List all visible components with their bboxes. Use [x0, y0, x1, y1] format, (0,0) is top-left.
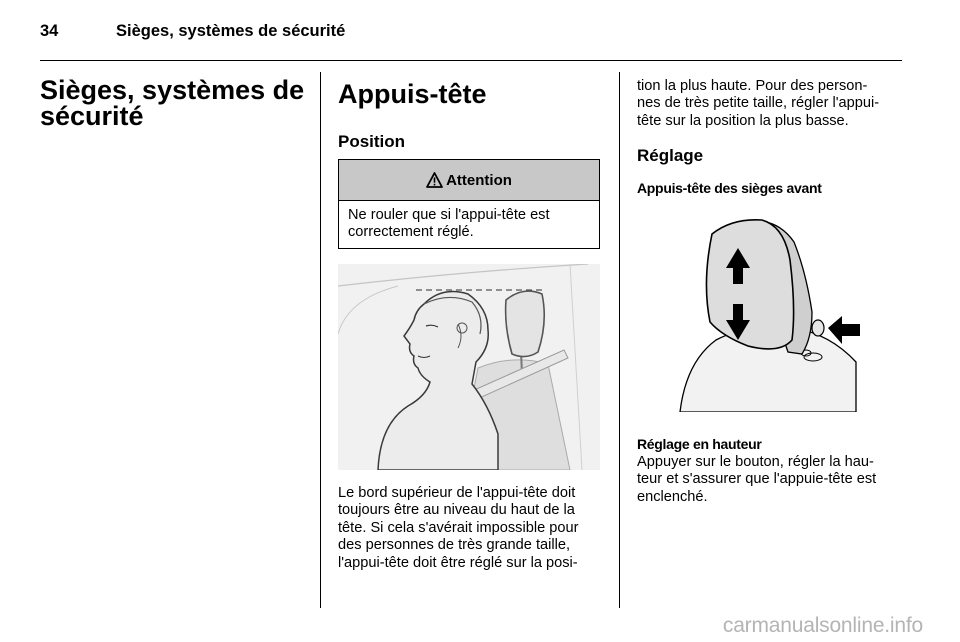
caption-text: [637, 454, 912, 506]
page-number: 34: [40, 22, 59, 40]
warning-header: [339, 160, 599, 201]
chapter-title-line1: Sièges, systèmes de: [40, 75, 305, 105]
warning-triangle-icon: [426, 172, 443, 188]
paragraph-line: enclenché.: [637, 488, 708, 505]
continued-paragraph: [637, 78, 912, 130]
running-header: Sièges, systèmes de sécurité: [116, 22, 346, 40]
paragraph-line: tion la plus haute. Pour des person-: [637, 78, 868, 94]
chapter-title: [40, 77, 310, 129]
paragraph-line: nes de très petite taille, régler l'appui-: [637, 95, 880, 112]
warning-box: [338, 159, 600, 249]
headrest-adjustment-illustration: [676, 212, 866, 412]
paragraph-line: Appuyer sur le bouton, régler la hau-: [637, 454, 874, 470]
header-rule: [40, 60, 902, 61]
position-paragraph: [338, 485, 610, 572]
paragraph-line: tête. Si cela s'avérait impossible pour: [338, 519, 579, 536]
warning-text-line: correctement réglé.: [348, 224, 474, 241]
warning-text-line: Ne rouler que si l'appui-tête est: [348, 207, 550, 223]
headrest-position-illustration: [338, 264, 600, 470]
paragraph-line: teur et s'assurer que l'appuie-tête est: [637, 471, 877, 488]
chapter-title-line2: sécurité: [40, 101, 144, 131]
column-divider-right: [619, 72, 620, 608]
front-headrest-subheading: Appuis-tête des sièges avant: [637, 180, 822, 196]
warning-title: Attention: [446, 171, 512, 189]
footer-watermark: carmanualsonline.info: [722, 614, 923, 637]
adjustment-heading: Réglage: [637, 146, 704, 165]
column-divider-left: [320, 72, 321, 608]
paragraph-line: l'appui-tête doit être réglé sur la posi-: [338, 554, 578, 571]
paragraph-line: tête sur la position la plus basse.: [637, 112, 849, 129]
section-heading: Appuis-tête: [338, 79, 487, 109]
paragraph-line: des personnes de très grande taille,: [338, 537, 571, 554]
paragraph-line: toujours être au niveau du haut de la: [338, 502, 575, 519]
warning-text: [339, 201, 599, 248]
position-subheading: Position: [338, 132, 406, 151]
paragraph-line: Le bord supérieur de l'appui-tête doit: [338, 485, 576, 501]
caption-title: Réglage en hauteur: [637, 436, 762, 452]
